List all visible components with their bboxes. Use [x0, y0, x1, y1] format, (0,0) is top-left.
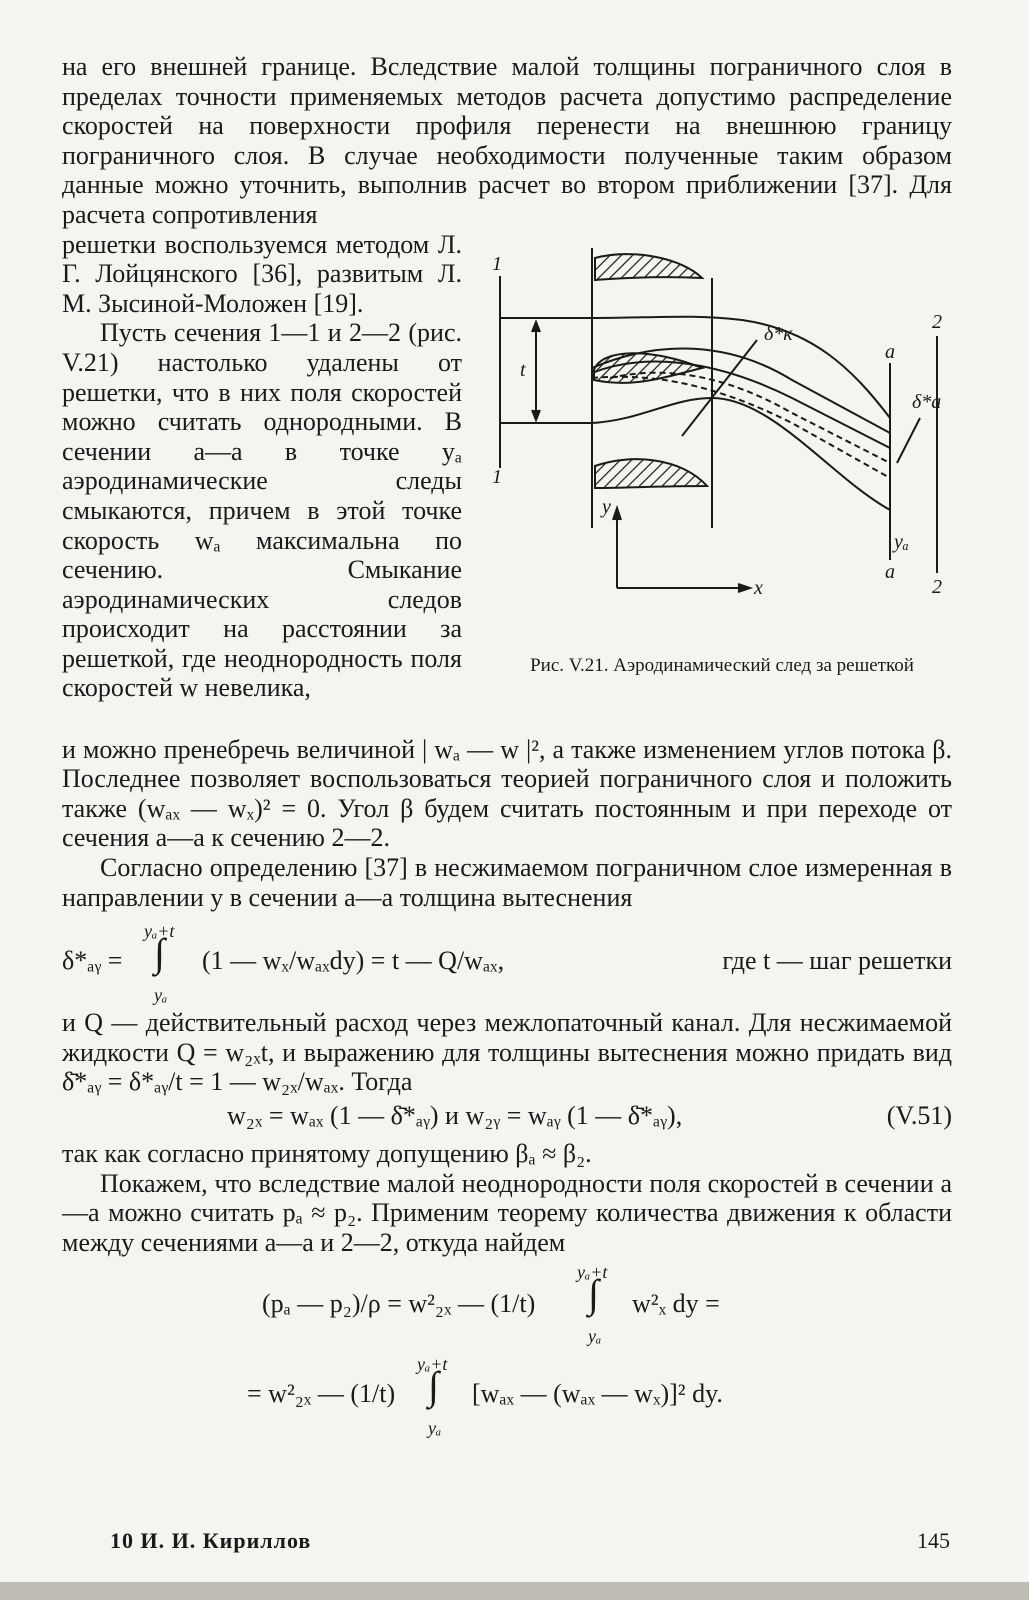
page-number: 145 — [917, 1528, 950, 1553]
paragraph-flow-rate: и Q — действительный расход через межлопаточный канал. Для несжимаемой жидкости Q = w₂ₓt, и выражению для толщины вытеснения можно придать вид δ̄*ₐᵧ = δ*ₐᵧ/t = 1 — w₂ₓ/wₐₓ. Тогда — [62, 1008, 952, 1097]
integral-sign: ∫ — [154, 930, 165, 976]
label-a-bottom: a — [885, 560, 895, 583]
signature-mark: 10 И. И. Кириллов — [110, 1528, 312, 1553]
formula-pressure-2 — [62, 1349, 952, 1439]
formula-v51 — [62, 1101, 952, 1135]
paragraph-after-figure: и можно пренебречь величиной | wₐ — w |², а также изменением углов потока β. Последнее позволяет воспользоваться теорией пограничного слоя и положить также (wₐₓ — wₓ)² = 0. Угол β будем считать постоянным и при переходе от сечения a—a к сечению 2—2. — [62, 734, 952, 853]
integral-lower-limit-2: yₐ — [588, 1326, 602, 1347]
integral-upper-limit-2: yₐ+t — [577, 1262, 608, 1283]
label-delta-k: δ*к — [764, 322, 793, 345]
label-x-axis: x — [754, 576, 763, 599]
label-2-top: 2 — [932, 310, 942, 333]
label-t: t — [520, 358, 526, 381]
wake-diagram — [492, 248, 952, 648]
label-ya: yₐ — [894, 530, 909, 553]
formula-pressure-1 — [62, 1261, 952, 1347]
scan-bottom-edge — [0, 1582, 1029, 1600]
formula-tail: где t — шаг решетки — [722, 946, 952, 976]
figure-caption: Рис. V.21. Аэродинамический след за решеткой — [530, 654, 914, 676]
blade-top — [595, 254, 702, 280]
label-1-top: 1 — [492, 252, 502, 275]
integral-lower-limit: yₐ — [154, 985, 168, 1006]
formula-displacement — [62, 916, 952, 1004]
wrap-block — [62, 230, 952, 735]
formula-pressure2-lhs: = w²₂ₓ — (1/t) — [247, 1379, 396, 1409]
label-2-bottom: 2 — [932, 575, 942, 598]
label-y-axis: y — [602, 495, 611, 518]
page-body — [62, 52, 952, 1439]
integral-sign-2: ∫ — [588, 1271, 599, 1317]
equation-number: (V.51) — [886, 1100, 952, 1130]
figure-v21 — [492, 248, 952, 677]
paragraph-momentum: Покажем, что вследствие малой неоднородности поля скоростей в сечении a—a можно считать pₐ ≈ p₂. Применим теорему количества движения к области между сечениями a—a и 2—2, откуда найдем — [62, 1168, 952, 1257]
label-1-bottom: 1 — [492, 465, 502, 488]
paragraph-assumption: так как согласно принятому допущению βₐ ≈ β₂. — [62, 1138, 592, 1168]
paragraph-definition: Согласно определению [37] в несжимаемом пограничном слое измеренная в направлении y в сечении a—a толщина вытеснения — [62, 852, 952, 912]
formula-body: (1 — wₓ/wₐₓdy) = t — Q/wₐₓ, — [202, 946, 505, 976]
formula-pressure-lhs: (pₐ — p₂)/ρ = w²₂ₓ — (1/t) — [262, 1289, 536, 1319]
label-delta-a: δ*a — [912, 390, 942, 413]
formula-pressure2-body: [wₐₓ — (wₐₓ — wₓ)]² dy. — [472, 1379, 723, 1409]
wrap-text-column — [62, 230, 462, 704]
blade-bottom — [595, 459, 707, 488]
integral-upper-limit: yₐ+t — [144, 921, 175, 942]
formula-lhs: δ*ₐᵧ = — [62, 946, 123, 976]
label-a-top: a — [885, 340, 895, 363]
integral-sign-3: ∫ — [428, 1363, 439, 1409]
formula-v51-body: w₂ₓ = wₐₓ (1 — δ̄*ₐᵧ) и w₂ᵧ = wₐᵧ (1 — δ̄*ₐᵧ), — [227, 1100, 683, 1130]
wrap-paragraph-1: решетки воспользуемся методом Л. Г. Лойцянского [36], развитым Л. М. Зысиной-Моложен [19]. — [62, 229, 462, 318]
integral-upper-limit-3: yₐ+t — [417, 1354, 448, 1375]
intro-paragraph: на его внешней границе. Вследствие малой толщины пограничного слоя в пределах точности применяемых методов расчета допустимо распределение скоростей на поверхности профиля перенести на внешнюю границу пограничного слоя. В случае необходимости полученные таким образом данные можно уточнить, выполнив расчет во втором приближении [37]. Для расчета сопротивления — [62, 52, 952, 229]
integral-lower-limit-3: yₐ — [428, 1418, 442, 1439]
blade-middle — [594, 353, 702, 383]
wrap-paragraph-2: Пусть сечения 1—1 и 2—2 (рис. V.21) настолько удалены от решетки, что в них поля скоростей можно считать однородными. В сечении a—a в точке yₐ аэродинамические следы смыкаются, причем в этой точке скорость wₐ максимальна по сечению. Смыкание аэродинамических следов происходит на расстоянии за решеткой, где неоднородность поля скоростей w невелика, — [62, 318, 462, 703]
formula-pressure-body: w²ₓ dy = — [632, 1289, 720, 1319]
